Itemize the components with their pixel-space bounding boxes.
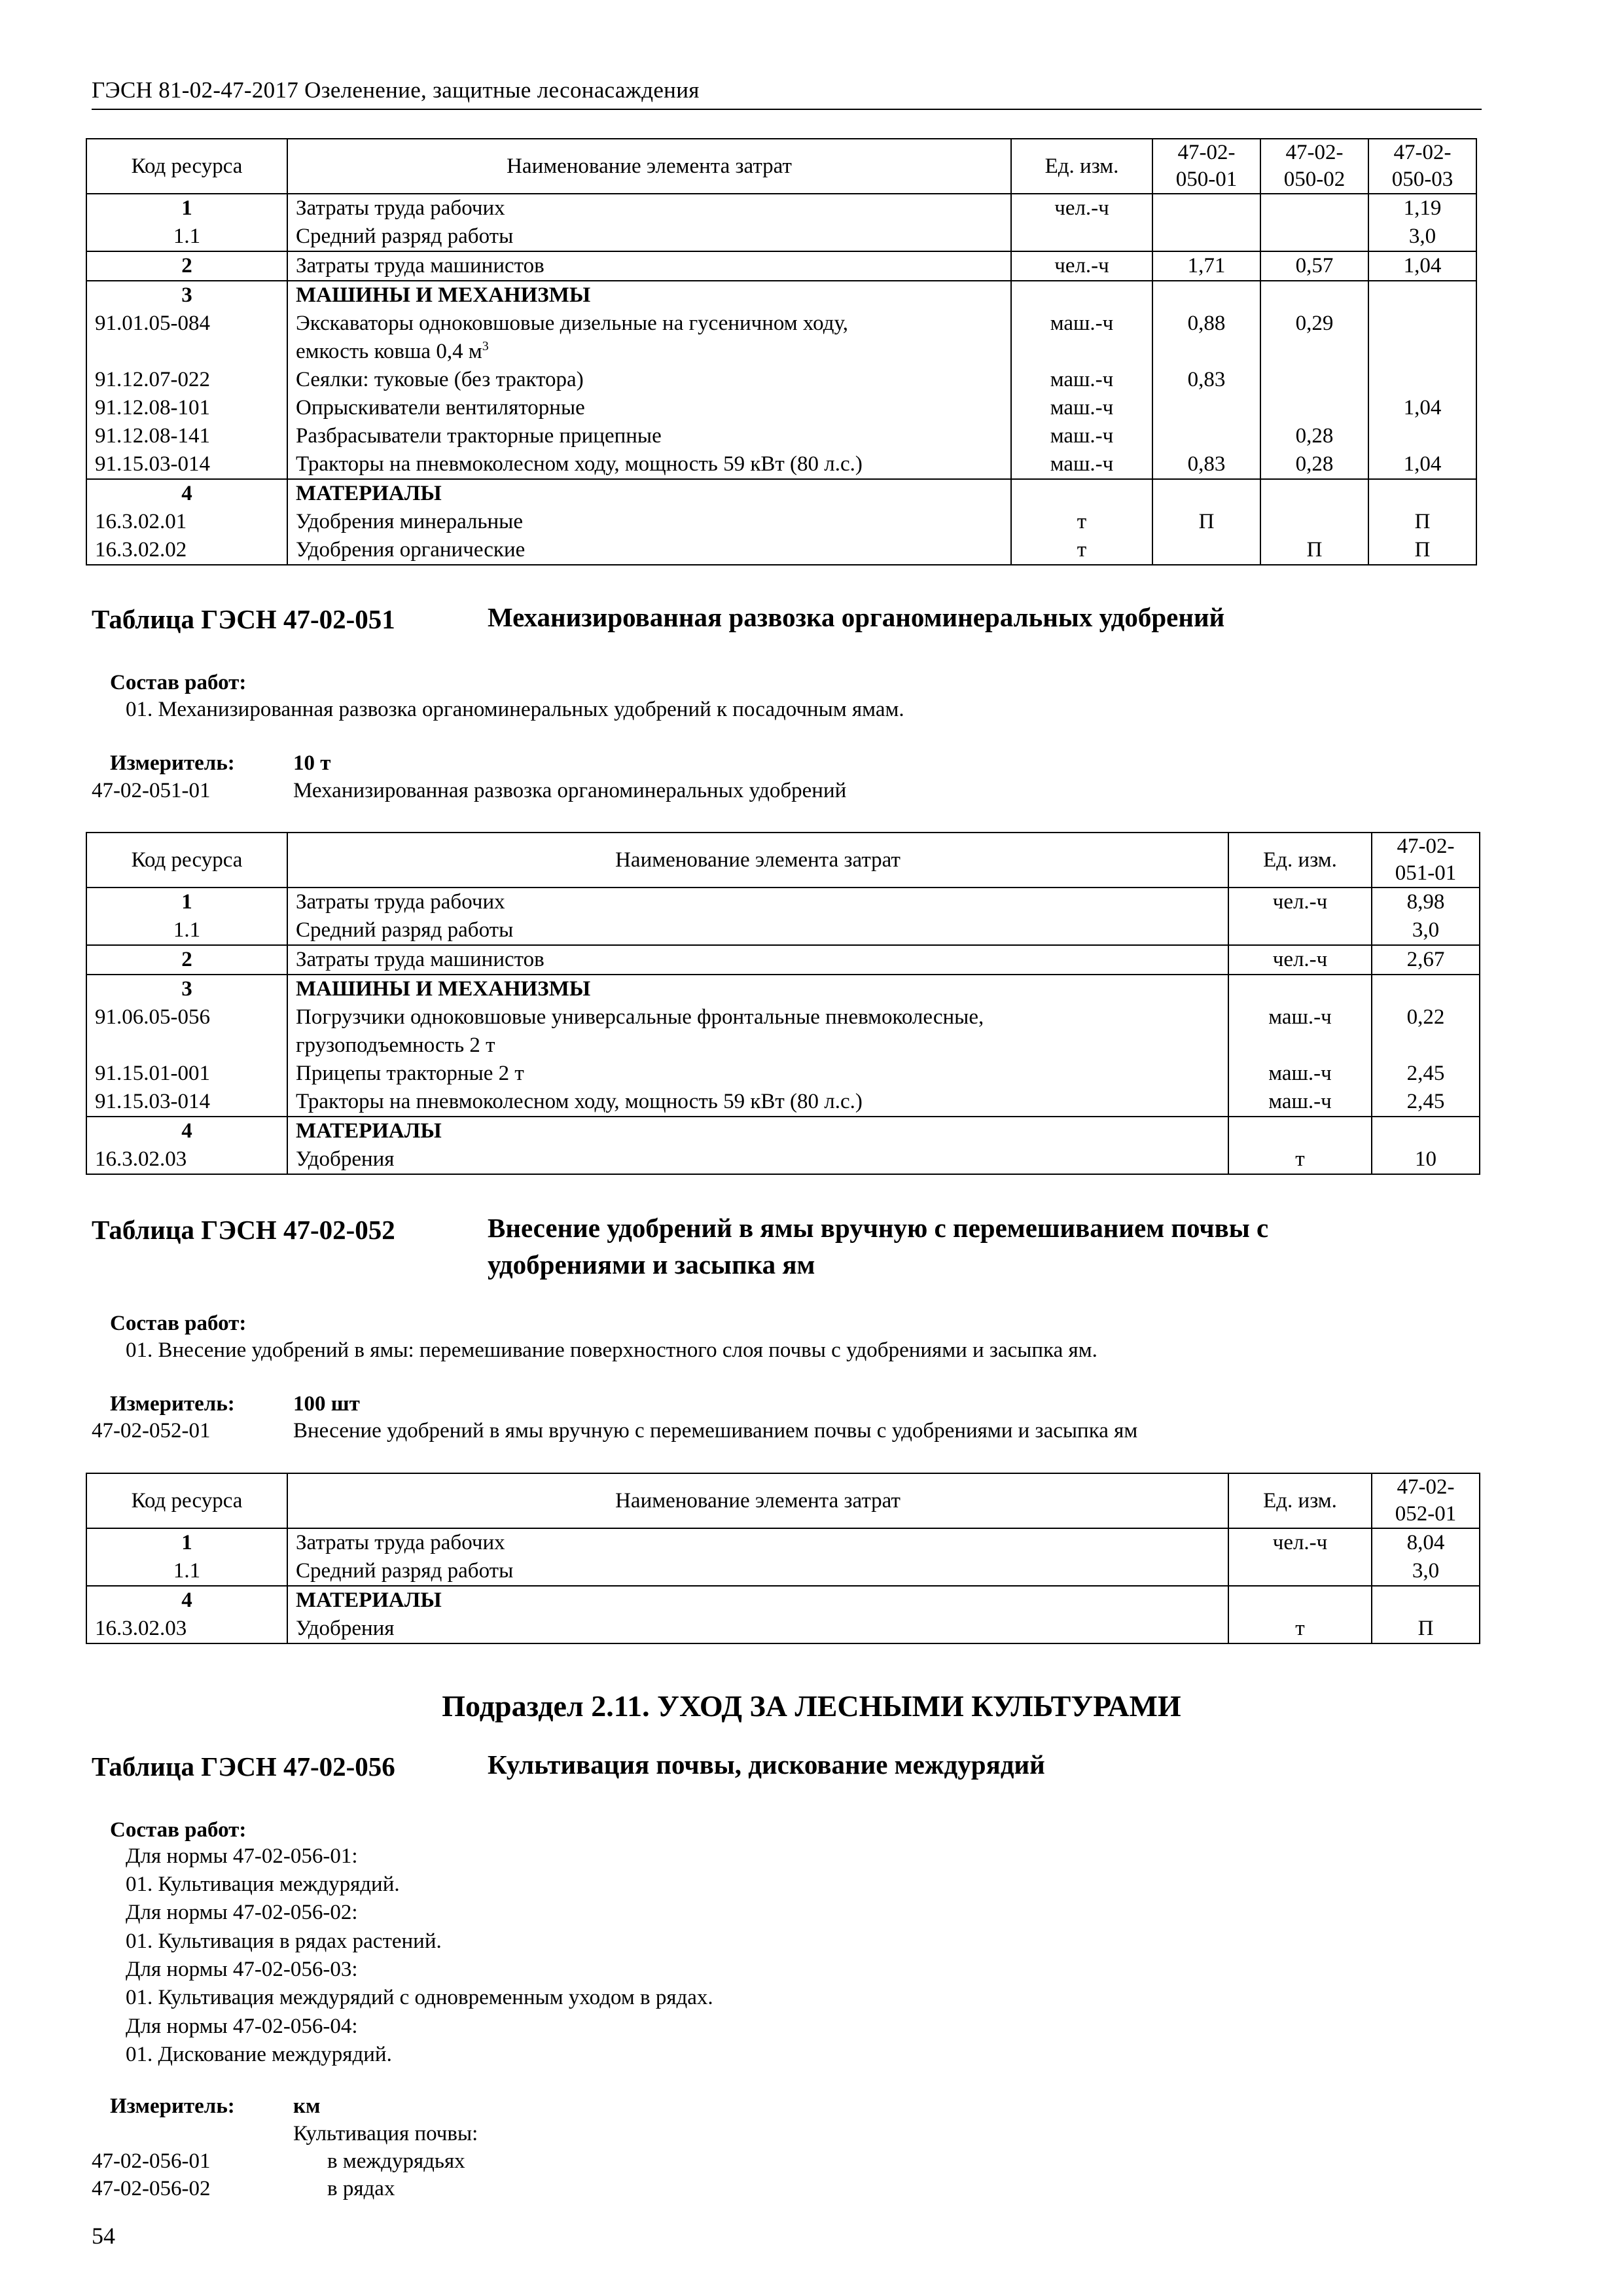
cell-unit: маш.-ч	[1011, 450, 1152, 479]
table-row	[86, 479, 1476, 508]
table-row	[86, 508, 1476, 536]
cell-unit: маш.-ч	[1228, 1088, 1372, 1117]
table-row	[86, 1528, 1480, 1557]
cell-value	[1260, 223, 1368, 251]
cell-value	[1260, 479, 1368, 508]
cell-code: 16.3.02.01	[86, 508, 287, 536]
table-row	[86, 1117, 1480, 1145]
cell-unit	[1228, 975, 1372, 1003]
table-row	[86, 975, 1480, 1003]
cell-value: 2,45	[1372, 1060, 1480, 1088]
work-item: 01. Механизированная развозка органоминеральных удобрений к посадочным ямам.	[126, 698, 904, 721]
meter-label: Измеритель:	[110, 1392, 235, 1416]
cell-code: 91.12.07-022	[86, 366, 287, 394]
cell-value	[1260, 194, 1368, 223]
table-row	[86, 1145, 1480, 1174]
cell-name: Тракторы на пневмоколесном ходу, мощность 59 кВт (80 л.с.)	[287, 450, 1011, 479]
cell-code: 3	[86, 975, 287, 1003]
running-header: ГЭСН 81-02-47-2017 Озеленение, защитные лесонасаждения	[92, 77, 700, 103]
cell-name: Опрыскиватели вентиляторные	[287, 394, 1011, 422]
column-header-unit: Ед. изм.	[1011, 139, 1152, 194]
cell-name: Средний разряд работы	[287, 1557, 1228, 1586]
table-name-line: удобрениями и засыпка ям	[488, 1249, 815, 1280]
cell-value	[1260, 281, 1368, 310]
work-composition-label: Состав работ:	[110, 1818, 247, 1842]
table-050	[86, 138, 1477, 565]
cell-value: 2,67	[1372, 945, 1480, 975]
table-row	[86, 1088, 1480, 1117]
table-row	[86, 310, 1476, 366]
cell-value: 0,83	[1152, 366, 1260, 394]
table-name: Культивация почвы, дискование междурядий	[488, 1749, 1045, 1780]
cell-name: Средний разряд работы	[287, 916, 1228, 945]
cell-code: 1	[86, 888, 287, 916]
cell-code: 91.15.03-014	[86, 1088, 287, 1117]
cell-unit	[1228, 1586, 1372, 1615]
cell-code: 1	[86, 1528, 287, 1557]
cell-unit: т	[1011, 508, 1152, 536]
cell-name: МАТЕРИАЛЫ	[287, 479, 1011, 508]
work-line: Для нормы 47-02-056-03:	[126, 1958, 358, 1981]
cell-value	[1152, 536, 1260, 565]
cell-value: 0,29	[1260, 310, 1368, 366]
cell-code: 1.1	[86, 223, 287, 251]
table-row	[86, 888, 1480, 916]
column-header-unit: Ед. изм.	[1228, 833, 1372, 888]
table-row	[86, 1586, 1480, 1615]
cell-value	[1260, 366, 1368, 394]
work-composition-label: Состав работ:	[110, 671, 247, 694]
cell-name: Затраты труда машинистов	[287, 251, 1011, 281]
cell-unit: маш.-ч	[1011, 310, 1152, 366]
cell-unit: маш.-ч	[1228, 1003, 1372, 1060]
table-row	[86, 1557, 1480, 1586]
column-header-unit: Ед. изм.	[1228, 1473, 1372, 1528]
cell-value	[1372, 1117, 1480, 1145]
cell-unit: маш.-ч	[1011, 422, 1152, 450]
cell-unit	[1011, 479, 1152, 508]
cell-code: 4	[86, 1117, 287, 1145]
cell-name: Средний разряд работы	[287, 223, 1011, 251]
cell-value: 0,88	[1152, 310, 1260, 366]
text-line: 47-02-	[1393, 141, 1452, 164]
cell-name: МАШИНЫ И МЕХАНИЗМЫ	[287, 975, 1228, 1003]
work-line: 01. Дискование междурядий.	[126, 2043, 392, 2066]
meter-value: 10 т	[293, 751, 331, 775]
text-line: 050-03	[1391, 168, 1454, 191]
cell-name: Удобрения	[287, 1145, 1228, 1174]
cell-name	[287, 310, 1011, 366]
header-rule	[92, 109, 1482, 110]
cell-code: 91.15.01-001	[86, 1060, 287, 1088]
norm-name: в рядах	[327, 2177, 395, 2200]
column-header-norm	[1372, 1473, 1480, 1528]
table-row	[86, 281, 1476, 310]
text-line: 052-01	[1395, 1502, 1457, 1526]
table-row	[86, 422, 1476, 450]
column-header-norm	[1372, 833, 1480, 888]
cell-value: 10	[1372, 1145, 1480, 1174]
table-052	[86, 1473, 1480, 1644]
cell-value: П	[1152, 508, 1260, 536]
meter-label: Измеритель:	[110, 751, 235, 775]
cell-code: 91.01.05-084	[86, 310, 287, 366]
cell-value: 1,04	[1368, 450, 1476, 479]
cell-unit: чел.-ч	[1011, 251, 1152, 281]
cell-code: 16.3.02.03	[86, 1615, 287, 1643]
cell-name: Затраты труда рабочих	[287, 194, 1011, 223]
norm-name: в междурядьях	[327, 2149, 465, 2173]
meter-value: км	[293, 2094, 321, 2118]
text-line: 47-02-	[1285, 141, 1344, 164]
table-row	[86, 1060, 1480, 1088]
cell-value	[1152, 223, 1260, 251]
cell-name: МАШИНЫ И МЕХАНИЗМЫ	[287, 281, 1011, 310]
column-header-code: Код ресурса	[86, 1473, 287, 1528]
cell-unit: т	[1228, 1145, 1372, 1174]
work-line: Для нормы 47-02-056-02:	[126, 1901, 358, 1924]
cell-value	[1368, 366, 1476, 394]
text-line: 050-02	[1283, 168, 1346, 191]
text-line: емкость ковша 0,4 м	[296, 340, 482, 363]
table-row	[86, 450, 1476, 479]
superscript: 3	[482, 339, 489, 353]
column-header-name: Наименование элемента затрат	[287, 139, 1011, 194]
work-composition-label: Состав работ:	[110, 1312, 247, 1335]
cell-name: МАТЕРИАЛЫ	[287, 1117, 1228, 1145]
cell-name: Затраты труда рабочих	[287, 1528, 1228, 1557]
cell-code: 2	[86, 251, 287, 281]
work-line: 01. Культивация в рядах растений.	[126, 1929, 442, 1953]
subsection-title: Подраздел 2.11. УХОД ЗА ЛЕСНЫМИ КУЛЬТУРАМИ	[442, 1689, 1181, 1723]
table-row	[86, 945, 1480, 975]
table-row	[86, 251, 1476, 281]
column-header-norm	[1260, 139, 1368, 194]
cell-value	[1368, 479, 1476, 508]
table-name-line: Внесение удобрений в ямы вручную с перемешиванием почвы с	[488, 1213, 1269, 1243]
cell-unit: чел.-ч	[1228, 1528, 1372, 1557]
table-title: Таблица ГЭСН 47-02-051	[92, 604, 395, 634]
cell-unit: чел.-ч	[1011, 194, 1152, 223]
cell-unit: т	[1011, 536, 1152, 565]
text-line: Экскаваторы одноковшовые дизельные на гусеничном ходу,	[296, 312, 848, 335]
cell-value: 0,22	[1372, 1003, 1480, 1060]
cell-value: 0,57	[1260, 251, 1368, 281]
cell-name: Затраты труда машинистов	[287, 945, 1228, 975]
cell-value: П	[1260, 536, 1368, 565]
column-header-code: Код ресурса	[86, 833, 287, 888]
cell-unit	[1228, 916, 1372, 945]
table-header-row	[86, 833, 1480, 888]
cell-unit: маш.-ч	[1011, 394, 1152, 422]
cell-value: 0,83	[1152, 450, 1260, 479]
cell-value: П	[1368, 536, 1476, 565]
cell-value	[1368, 422, 1476, 450]
cell-name: Прицепы тракторные 2 т	[287, 1060, 1228, 1088]
work-line: Для нормы 47-02-056-04:	[126, 2015, 358, 2038]
cell-name: Сеялки: туковые (без трактора)	[287, 366, 1011, 394]
norm-code: 47-02-056-01	[92, 2149, 211, 2173]
cell-code: 16.3.02.02	[86, 536, 287, 565]
cell-name: МАТЕРИАЛЫ	[287, 1586, 1228, 1615]
cell-value	[1152, 394, 1260, 422]
cell-value	[1152, 194, 1260, 223]
cell-name: Удобрения органические	[287, 536, 1011, 565]
cell-value	[1152, 281, 1260, 310]
meter-label: Измеритель:	[110, 2094, 235, 2118]
cell-unit: маш.-ч	[1011, 366, 1152, 394]
cell-value: 8,04	[1372, 1528, 1480, 1557]
text-line: 051-01	[1395, 861, 1457, 885]
cell-name: Удобрения минеральные	[287, 508, 1011, 536]
cell-unit	[1011, 223, 1152, 251]
cell-value: 1,04	[1368, 251, 1476, 281]
cell-code: 3	[86, 281, 287, 310]
cell-value	[1152, 479, 1260, 508]
cell-value: 0,28	[1260, 450, 1368, 479]
table-row	[86, 366, 1476, 394]
cell-code: 91.12.08-101	[86, 394, 287, 422]
table-header-row	[86, 1473, 1480, 1528]
table-row	[86, 916, 1480, 945]
cell-unit: чел.-ч	[1228, 888, 1372, 916]
cell-value: 1,04	[1368, 394, 1476, 422]
text-line: 050-01	[1175, 168, 1238, 191]
cell-name: Тракторы на пневмоколесном ходу, мощность 59 кВт (80 л.с.)	[287, 1088, 1228, 1117]
cell-code: 91.12.08-141	[86, 422, 287, 450]
cell-value: П	[1372, 1615, 1480, 1643]
norm-code: 47-02-052-01	[92, 1419, 211, 1443]
meter-value: 100 шт	[293, 1392, 360, 1416]
cell-value	[1152, 422, 1260, 450]
cell-code: 1.1	[86, 916, 287, 945]
cell-value: 2,45	[1372, 1088, 1480, 1117]
cell-code: 91.15.03-014	[86, 450, 287, 479]
table-title: Таблица ГЭСН 47-02-056	[92, 1751, 395, 1782]
text-line: 47-02-	[1177, 141, 1236, 164]
column-header-norm	[1368, 139, 1476, 194]
cell-value: 3,0	[1368, 223, 1476, 251]
cell-unit: т	[1228, 1615, 1372, 1643]
cell-name: Затраты труда рабочих	[287, 888, 1228, 916]
cell-value: 1,19	[1368, 194, 1476, 223]
table-row	[86, 223, 1476, 251]
cell-value	[1368, 310, 1476, 366]
norm-group-name: Культивация почвы:	[293, 2122, 478, 2145]
cell-unit	[1228, 1557, 1372, 1586]
table-header-row	[86, 139, 1476, 194]
cell-code: 91.06.05-056	[86, 1003, 287, 1060]
cell-value: 3,0	[1372, 916, 1480, 945]
table-row	[86, 194, 1476, 223]
cell-value	[1372, 1586, 1480, 1615]
cell-name: Разбрасыватели тракторные прицепные	[287, 422, 1011, 450]
work-item: 01. Внесение удобрений в ямы: перемешивание поверхностного слоя почвы с удобрениями и засыпка ям.	[126, 1338, 1097, 1362]
cell-value	[1260, 394, 1368, 422]
cell-name: Удобрения	[287, 1615, 1228, 1643]
cell-value: 0,28	[1260, 422, 1368, 450]
cell-unit	[1228, 1117, 1372, 1145]
norm-code: 47-02-056-02	[92, 2177, 211, 2200]
cell-code: 1.1	[86, 1557, 287, 1586]
norm-name: Внесение удобрений в ямы вручную с перемешиванием почвы с удобрениями и засыпка ям	[293, 1419, 1138, 1443]
cell-value	[1368, 281, 1476, 310]
cell-unit: чел.-ч	[1228, 945, 1372, 975]
cell-value: П	[1368, 508, 1476, 536]
cell-value	[1372, 975, 1480, 1003]
table-row	[86, 394, 1476, 422]
table-title: Таблица ГЭСН 47-02-052	[92, 1215, 395, 1245]
table-row	[86, 536, 1476, 565]
cell-value: 8,98	[1372, 888, 1480, 916]
cell-code: 16.3.02.03	[86, 1145, 287, 1174]
text-line: 47-02-	[1397, 834, 1455, 858]
work-line: Для нормы 47-02-056-01:	[126, 1844, 358, 1868]
norm-code: 47-02-051-01	[92, 779, 211, 802]
column-header-name: Наименование элемента затрат	[287, 1473, 1228, 1528]
cell-code: 1	[86, 194, 287, 223]
column-header-code: Код ресурса	[86, 139, 287, 194]
table-051	[86, 832, 1480, 1175]
table-row	[86, 1615, 1480, 1643]
column-header-norm	[1152, 139, 1260, 194]
text-line: Погрузчики одноковшовые универсальные фронтальные пневмоколесные,	[296, 1005, 984, 1029]
cell-unit: маш.-ч	[1228, 1060, 1372, 1088]
cell-value: 1,71	[1152, 251, 1260, 281]
cell-code: 2	[86, 945, 287, 975]
page-number: 54	[92, 2223, 115, 2249]
cell-value: 3,0	[1372, 1557, 1480, 1586]
text-line: грузоподъемность 2 т	[296, 1033, 495, 1057]
cell-code: 4	[86, 479, 287, 508]
table-name: Механизированная развозка органоминеральных удобрений	[488, 602, 1225, 632]
column-header-name: Наименование элемента затрат	[287, 833, 1228, 888]
cell-unit	[1011, 281, 1152, 310]
norm-name: Механизированная развозка органоминеральных удобрений	[293, 779, 847, 802]
text-line: 47-02-	[1397, 1475, 1455, 1499]
cell-name	[287, 1003, 1228, 1060]
table-row	[86, 1003, 1480, 1060]
cell-value	[1260, 508, 1368, 536]
work-line: 01. Культивация междурядий.	[126, 1873, 400, 1896]
work-line: 01. Культивация междурядий с одновременным уходом в рядах.	[126, 1986, 713, 2009]
cell-code: 4	[86, 1586, 287, 1615]
table-name	[488, 1210, 1268, 1283]
